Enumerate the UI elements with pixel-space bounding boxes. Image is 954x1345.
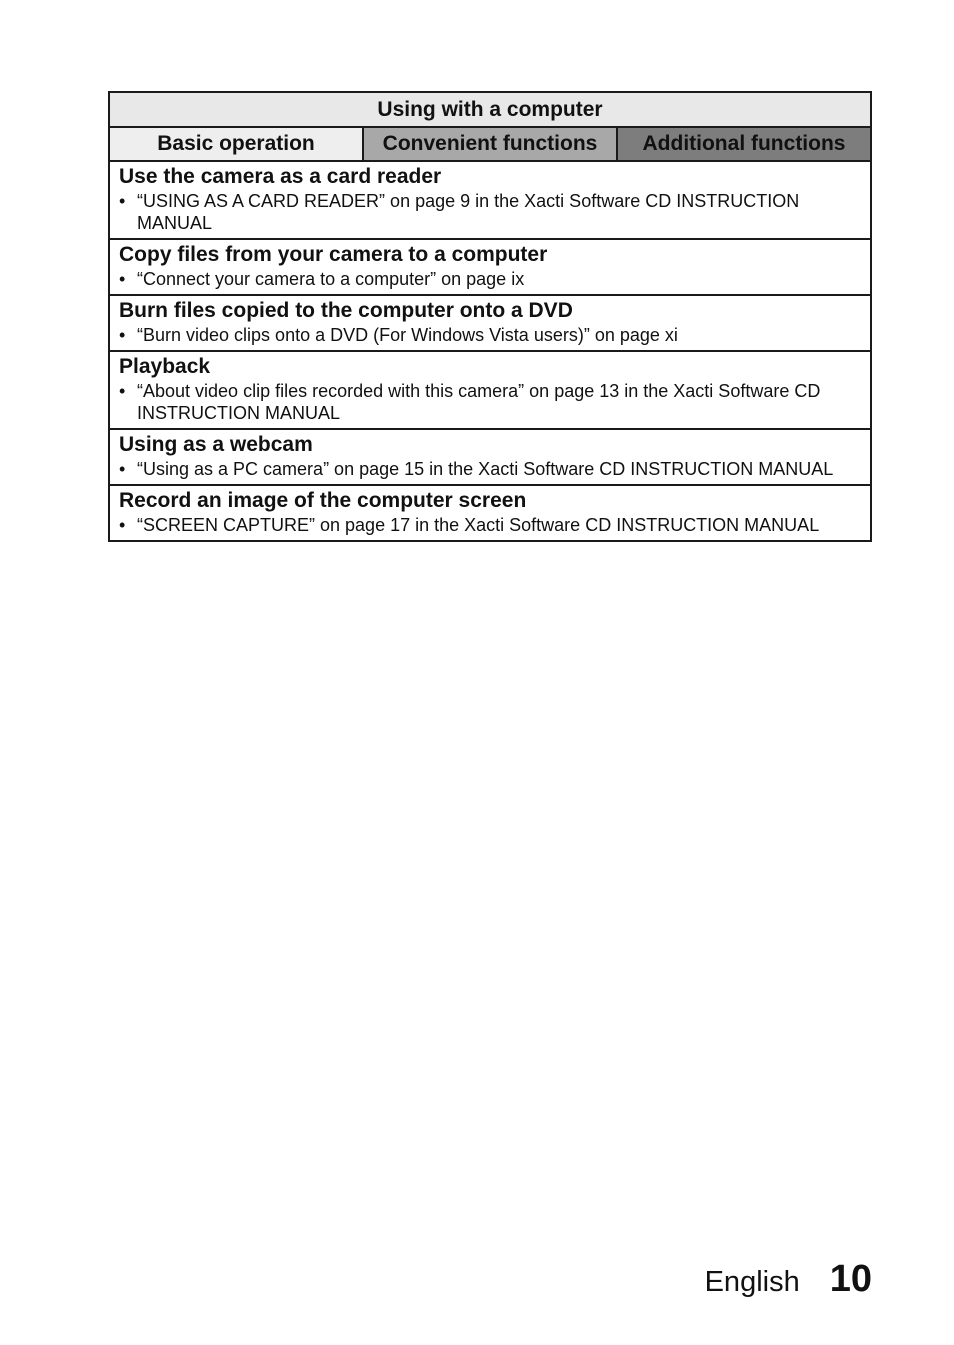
tab-convenient-functions: Convenient functions [364, 128, 618, 160]
bullet-item [119, 324, 862, 346]
bullet-text: “About video clip files recorded with this camera” on page 13 in the Xacti Software CD INSTRUCTION MANUAL [137, 381, 821, 423]
section-title: Using as a webcam [119, 433, 313, 456]
section-playback [110, 352, 870, 430]
section-title: Playback [119, 355, 211, 378]
tab-basic-operation: Basic operation [110, 128, 364, 160]
bullet-item [119, 514, 862, 536]
bullet-text: “Using as a PC camera” on page 15 in the Xacti Software CD INSTRUCTION MANUAL [137, 459, 834, 479]
function-table [108, 91, 872, 542]
section-copy-files [110, 240, 870, 296]
bullet-item [119, 268, 862, 290]
footer-language: English [704, 1266, 800, 1298]
function-tabs [110, 128, 870, 162]
section-burn-dvd [110, 296, 870, 352]
bullet-text: “SCREEN CAPTURE” on page 17 in the Xacti Software CD INSTRUCTION MANUAL [137, 515, 820, 535]
section-title: Copy files from your camera to a computer [119, 243, 548, 266]
bullet-text: “Burn video clips onto a DVD (For Windows Vista users)” on page xi [137, 325, 678, 345]
bullet-icon: • [119, 191, 126, 211]
bullet-item [119, 190, 862, 234]
section-webcam [110, 430, 870, 486]
bullet-icon: • [119, 325, 126, 345]
section-card-reader [110, 162, 870, 240]
section-title: Burn files copied to the computer onto a DVD [119, 299, 573, 322]
bullet-icon: • [119, 381, 126, 401]
bullet-icon: • [119, 459, 126, 479]
table-title: Using with a computer [110, 93, 870, 128]
bullet-icon: • [119, 515, 126, 535]
section-screen-capture [110, 486, 870, 540]
section-title: Record an image of the computer screen [119, 489, 527, 512]
page-footer [705, 1258, 872, 1301]
bullet-item [119, 458, 862, 480]
bullet-icon: • [119, 269, 126, 289]
tab-additional-functions: Additional functions [618, 128, 870, 160]
bullet-item [119, 380, 862, 424]
bullet-text: “USING AS A CARD READER” on page 9 in the Xacti Software CD INSTRUCTION MANUAL [137, 191, 800, 233]
section-title: Use the camera as a card reader [119, 165, 442, 188]
bullet-text: “Connect your camera to a computer” on page ix [137, 269, 525, 289]
page-number: 10 [829, 1258, 872, 1300]
